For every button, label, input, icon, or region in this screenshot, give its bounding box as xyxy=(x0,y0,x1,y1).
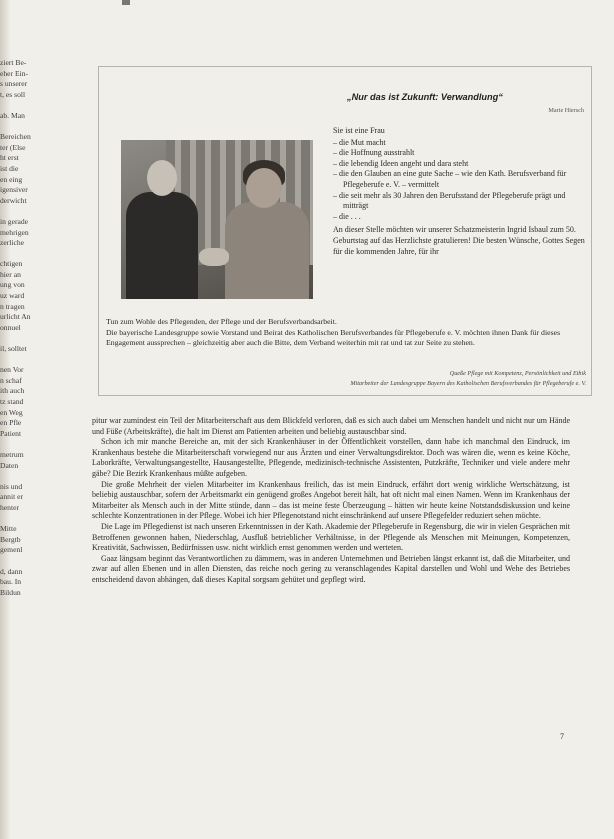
left-column-line: eher Ein- xyxy=(0,68,29,78)
left-column-line: Bergtb xyxy=(0,534,21,544)
left-column-line xyxy=(0,556,72,567)
left-column-line: nis und xyxy=(0,481,23,491)
left-column-line xyxy=(0,439,72,450)
photo xyxy=(121,140,313,299)
left-column-line: il, solltet xyxy=(0,344,27,354)
left-column-line: gemenl xyxy=(0,545,23,555)
left-column-line: Daten xyxy=(0,460,19,470)
photo-woman-head xyxy=(246,168,282,208)
left-column-line xyxy=(0,249,72,260)
body-paragraph: Die Lage im Pflegedienst ist nach unseren Erkenntnissen in der Kath. Akademie der Pflegeberufe in Regensburg, die wir in vielen Gesprächen mit Betroffenen gewonnen haben, Niederschlag, Ausfluß betrieblicher Verhältnisse, in der Pflegende als Menschen mit Meinungen, Kompetenzen, Kreativität, Sachwissen, Bedürfnissen usw. nicht wirklich ernst genommen werden und werteten. xyxy=(92,521,570,553)
tribute-poem xyxy=(333,126,587,257)
body-paragraph: Gaaz längsam beginnt das Verantwortlichen zu dämmern, was in anderen Unternehmen und Betrieben längst erkannt ist, daß die Mitarbeiter, und zwar auf allen Ebenen und in allen Diensten, das reiche noch gering zu veranschlagendes Kapital darstellen und Wohl und Wehe des Betriebes entscheidend davon abhängen, daß dieses Kapital sorgsam gehütet und gepflegt wird. xyxy=(92,553,570,584)
left-column-line: ter (Else xyxy=(0,142,26,152)
left-column-line: d, dann xyxy=(0,566,23,576)
source-attribution xyxy=(120,369,586,388)
left-column-line: derwicht xyxy=(0,195,27,205)
caption-text xyxy=(106,317,584,349)
left-column-line: ht erst xyxy=(0,153,19,163)
left-column-line xyxy=(0,333,72,344)
left-column-line: ab. Man xyxy=(0,110,25,120)
left-column-line: urlicht An xyxy=(0,312,31,322)
left-column-line: en Weg xyxy=(0,407,23,417)
poem-intro: Sie ist eine Frau xyxy=(333,126,385,135)
left-column-line xyxy=(0,514,72,525)
caption-paragraph: Tun zum Wohle des Pflegenden, der Pflege und der Berufsverbandsarbeit. xyxy=(106,317,337,326)
left-column-line xyxy=(0,100,72,111)
left-column-line: henter xyxy=(0,502,19,512)
left-column-line: Patient xyxy=(0,428,22,438)
left-column-line xyxy=(0,355,72,366)
left-column-line: Bildun xyxy=(0,587,21,597)
left-column-line: tz stand xyxy=(0,397,24,406)
left-column-line: nen Vor xyxy=(0,365,24,375)
left-column-line: onnuel xyxy=(0,322,21,332)
left-column-line: chtigen xyxy=(0,259,23,269)
left-column-line: metrum xyxy=(0,449,24,459)
quote-title: „Nur das ist Zukunft: Verwandlung“ xyxy=(347,92,503,102)
body-paragraph: Schon ich mir manche Bereiche an, mit der sich Krankenhäuser in der Öffentlichkeit vorstellen, dann habe ich manchmal den Eindruck, im Krankenhaus bestehe die Mitarbeiterschaft vorwiegend nur aus Ärzten und einer Verwaltungsdirektor. Doch was wären die, wenn es keine Köche, Laborkräfte, Verwaltungsangestellte, Hausangestellte, Pflegende, medizinisch-technische Assistenten, Putzkräfte, Techniker und viele andere mehr gäbe? Die Bezirk Krankenhaus müßte aufgeben. xyxy=(92,437,570,478)
left-column-line: ist die xyxy=(0,163,19,173)
photo-woman-figure xyxy=(225,202,309,299)
left-column-line: annit er xyxy=(0,492,23,502)
left-column-line: igensiver xyxy=(0,185,28,195)
left-column-line: Mitte xyxy=(0,524,17,534)
left-column-line: ith auch xyxy=(0,386,25,396)
left-column-line: n schaf xyxy=(0,375,22,385)
print-mark xyxy=(122,0,130,5)
left-column-line xyxy=(0,122,72,133)
poem-closing: An dieser Stelle möchten wir unserer Schatzmeisterin Ingrid Isbaul zum 50. Geburtstag auf das Herzlichste gratulieren! Die besten Wünsche, Gottes Segen für die kommenden Jahre, für ihr xyxy=(333,225,585,256)
poem-line: – die seit mehr als 30 Jahren den Berufsstand der Pflegeberufe prägt und mitträgt xyxy=(333,191,587,212)
left-column-line: mehrigen xyxy=(0,227,29,237)
quote-author: Marie Hiersch xyxy=(548,107,584,114)
left-column-line: Bereichen xyxy=(0,132,31,142)
caption-paragraph: Die bayerische Landesgruppe sowie Vorstand und Beirat des Katholischen Berufsverbandes für Pflegeberufe e. V. möchten ihnen Dank für dieses Engagement aussprechen – gleichzeitig aber auch die Bitte, dem Verband weiterhin mit rat und tat zur Seite zu stehen. xyxy=(106,327,561,348)
left-column-line: uz ward xyxy=(0,291,25,301)
left-column-line: s unserer xyxy=(0,79,28,89)
body-paragraph: pitur war zumindest ein Teil der Mitarbeiterschaft aus dem Blickfeld verloren, daß es sich auch dabei um Menschen handelt und nicht nur um Hände und Füße (Arbeitskräfte), die halt im Dienst am Patienten arbeiten und beliebig austauschbar sind. xyxy=(92,416,570,436)
main-body-text xyxy=(92,416,570,586)
left-column-text xyxy=(0,58,72,598)
left-column-line: in gerade xyxy=(0,216,29,226)
left-column-line: zerliche xyxy=(0,238,25,248)
left-column-line: ung von xyxy=(0,280,25,290)
photo-handshake xyxy=(199,248,229,266)
left-column-line: en eing xyxy=(0,174,23,184)
photo-man-head xyxy=(147,160,177,196)
poem-line: – die . . . xyxy=(333,212,587,223)
left-column-line: bau. In xyxy=(0,577,22,587)
left-column-line: en Pfle xyxy=(0,418,22,428)
left-column-line: t, es soll xyxy=(0,89,26,99)
source-line: Mitarbeiter der Landesgruppe Bayern des Katholischen Berufsverbandes für Pflegeberufe e. V. xyxy=(350,379,586,387)
photo-man-figure xyxy=(126,192,198,299)
poem-line: – die Hoffnung ausstrahlt xyxy=(333,148,587,159)
page-number: 7 xyxy=(560,732,564,741)
poem-line: – die lebendig Ideen angeht und dara steht xyxy=(333,159,587,170)
left-column-line: ziert Be- xyxy=(0,58,27,67)
poem-line: – die den Glauben an eine gute Sache – wie den Kath. Berufsverband für Pflegeberufe e. V. – vermittelt xyxy=(333,169,587,190)
left-column-line: n tragen xyxy=(0,301,25,311)
poem-list xyxy=(333,138,587,223)
left-column-line xyxy=(0,206,72,217)
source-line: Queße Pflege mit Kompetenz, Persönlichkeit und Ethik xyxy=(449,370,586,377)
left-column-line xyxy=(0,471,72,482)
poem-line: – die Mut macht xyxy=(333,138,587,149)
body-paragraph: Die große Mehrheit der vielen Mitarbeiter im Krankenhaus freilich, das ist mein Eindruck, erfährt dort wenig wirkliche Wertschätzung, ist beliebig austauschbar, sofern der Arbeitsmarkt ein genügend großes Angebot bereit hält, hat oft nicht mal einen Namen. Wenn im Krankenhaus der Mitarbeiter als Mensch auch in der Mitte stünde, dann – das ist meine feste Überzeugung – hätten wir heute keine Notstandsdiskussion und keine schlechte Konzentrationen in der Pflege. Wobei ich hier Pflegenotstand nicht einschränkend auf unsere Pflegefelder reduziert sehen möchte. xyxy=(92,479,570,521)
left-column-line: hier an xyxy=(0,269,21,279)
